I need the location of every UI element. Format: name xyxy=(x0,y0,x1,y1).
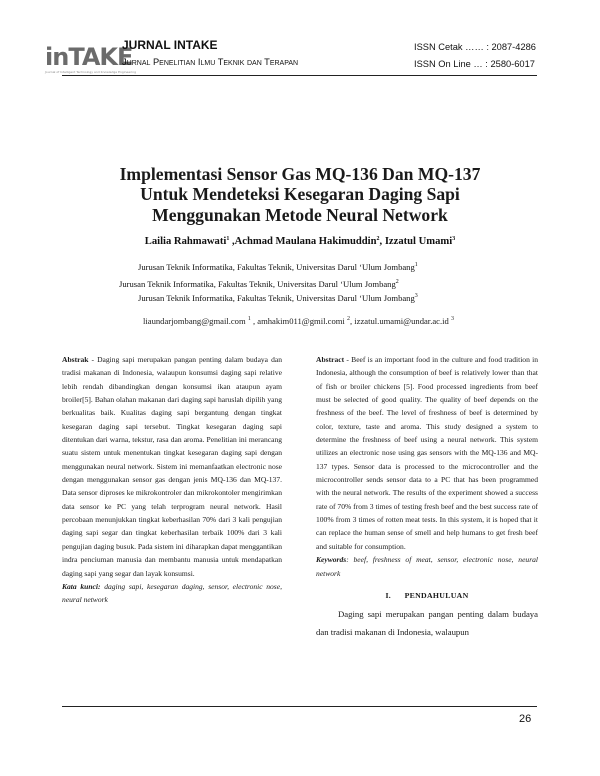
page-number: 26 xyxy=(519,713,532,725)
logo-tagline: Journal of Intelligent Technology and Knowledge Engineering xyxy=(45,70,137,74)
kata-kunci-text: daging sapi, kesegaran daging, sensor, electronic nose, neural network xyxy=(62,581,282,605)
paper-title-line-1: Implementasi Sensor Gas MQ-136 Dan MQ-137 xyxy=(119,164,481,184)
abstrak-label: Abstrak xyxy=(62,355,89,364)
author-3: , Izzatul Umami xyxy=(379,236,453,247)
affiliation-2-text: Jurusan Teknik Informatika, Fakultas Teknik, Universitas Darul ‘Ulum Jombang xyxy=(119,279,396,289)
kata-kunci-label: Kata kunci: xyxy=(62,581,101,591)
affiliation-3-text: Jurusan Teknik Informatika, Fakultas Teknik, Universitas Darul ‘Ulum Jombang xyxy=(138,293,415,303)
journal-logo xyxy=(45,37,137,77)
keywords-label: Keywords xyxy=(316,555,347,565)
section-heading xyxy=(316,589,538,602)
section-title: PENDAHULUAN xyxy=(404,590,469,600)
affiliation-2 xyxy=(119,279,399,289)
email-3-mark: 3 xyxy=(450,316,454,322)
email-2: , amhakim011@gmil.comi xyxy=(250,316,347,326)
abstract-label: Abstract xyxy=(316,355,345,364)
issn-online: ISSN On Line … : 2580-6017 xyxy=(414,59,535,69)
abstrak-column xyxy=(62,353,282,607)
kata-kunci xyxy=(62,580,282,607)
paper-title-line-3: Menggunakan Metode Neural Network xyxy=(152,205,448,225)
paper-title-line-2: Untuk Mendeteksi Kesegaran Daging Sapi xyxy=(140,184,460,204)
email-3: , izzatul.umami@undar.ac.id xyxy=(349,316,451,326)
affiliation-3 xyxy=(138,293,418,303)
footer-rule xyxy=(62,706,537,707)
author-2-mark: 2 xyxy=(376,236,380,242)
abstrak-text: - Daging sapi merupakan pangan penting dalam budaya dan tradisi makanan di Indonesia, walaupun konsumsi daging sapi relative lebih rendah dibandingkan dengan konsumsi ikan ataupun ayam broiler[5]. Bahan olahan makanan dari daging sapi haruslah dipilih yang berkualitas baik. Kualitas daging sapi bergantung dengan tingkat kesegaran daging sapi tersebut. Tingkat kesegaran daging sapi ditentukan dari warna, tekstur, rasa dan aroma. Penelitian ini merancang suatu sistem untuk menentukan tingkat kesegaran daging sapi dengan menggunakan neural network. Sistem ini memanfaatkan electronic nose dengan menggunakan sensor gas dengan jenis MQ-136 dan MQ-137. Data sensor diproses ke mikrokontroler dan mikrokontoler mengirimkan data sensor ke PC yang telah terprogram neural network. Hasil percobaan menunjukkan tingkat keberhasilan 70% dari 3 kali pengujian daging sapi segar dan tingkat keberhasilan terbaik 100% dari 3 kali pengujian daging busuk. Pada sistem ini diharapkan dapat menggantikan indra penciuman manusia dan membantu manusia untuk mendapatkan daging sapi yang segar dan layak konsumsi. xyxy=(62,355,282,578)
author-3-mark: 3 xyxy=(452,236,456,242)
abstract-text: - Beef is an important food in the culture and food tradition in Indonesia, although the consumption of beef is relatively lower than that of fish or broiler chickens [5]. Food processed ingredients from beef must be selected of good quality. The quality of beef depends on the freshness of the beef. The level of freshness of beef is determined by color, texture, taste and aroma. This study designed a system to determine the freshness of beef using a neural network. This system utilizes an electronic nose using gas sensors with the MQ-136 and MQ-137 types. Sensor data is processed to the microcontroller and the microcontroller sends sensor data to a PC that has been programmed with the neural network. The results of the experiment showed a success rate of 70% from 3 times of testing fresh beef and the best success rate of 100% from 3 times of rotten meat tests. In this system, it is hoped that it can replace the human sense of smell and help humans to get fresh beef and suitable for consumption. xyxy=(316,355,538,551)
author-1: Lailia Rahmawati xyxy=(144,236,227,247)
logo-wordmark: inTAKE xyxy=(45,43,133,71)
abstrak-paragraph xyxy=(62,353,282,580)
email-2-mark: 2 xyxy=(346,316,350,322)
journal-name: JURNAL INTAKE xyxy=(122,38,218,52)
header-rule xyxy=(62,75,537,76)
email-1: liaundarjombang@gmail.com xyxy=(143,316,248,326)
issn-print: ISSN Cetak …… : 2087-4286 xyxy=(414,42,536,52)
abstract-paragraph xyxy=(316,353,538,553)
affiliation-3-mark: 3 xyxy=(414,293,418,299)
email-1-mark: 1 xyxy=(247,316,251,322)
affiliation-1-mark: 1 xyxy=(414,262,418,268)
author-list xyxy=(60,236,540,247)
affiliation-1-text: Jurusan Teknik Informatika, Fakultas Teknik, Universitas Darul ‘Ulum Jombang xyxy=(138,262,415,272)
section-number: I. xyxy=(385,590,392,600)
abstract-column xyxy=(316,353,538,641)
keywords-text: : beef, freshness of meat, sensor, electronic nose, neural network xyxy=(316,555,538,578)
author-emails xyxy=(143,316,454,326)
intro-paragraph: Daging sapi merupakan pangan penting dalam budaya dan tradisi makanan di Indonesia, walaupun xyxy=(316,609,538,638)
author-1-mark: 1 xyxy=(226,236,230,242)
author-2: ,Achmad Maulana Hakimuddin xyxy=(229,236,377,247)
affiliation-1 xyxy=(138,262,418,272)
keywords xyxy=(316,553,538,580)
journal-subtitle: Jurnal Penelitian Ilmu Teknik dan Terapan xyxy=(122,57,299,67)
affiliation-2-mark: 2 xyxy=(395,279,399,285)
